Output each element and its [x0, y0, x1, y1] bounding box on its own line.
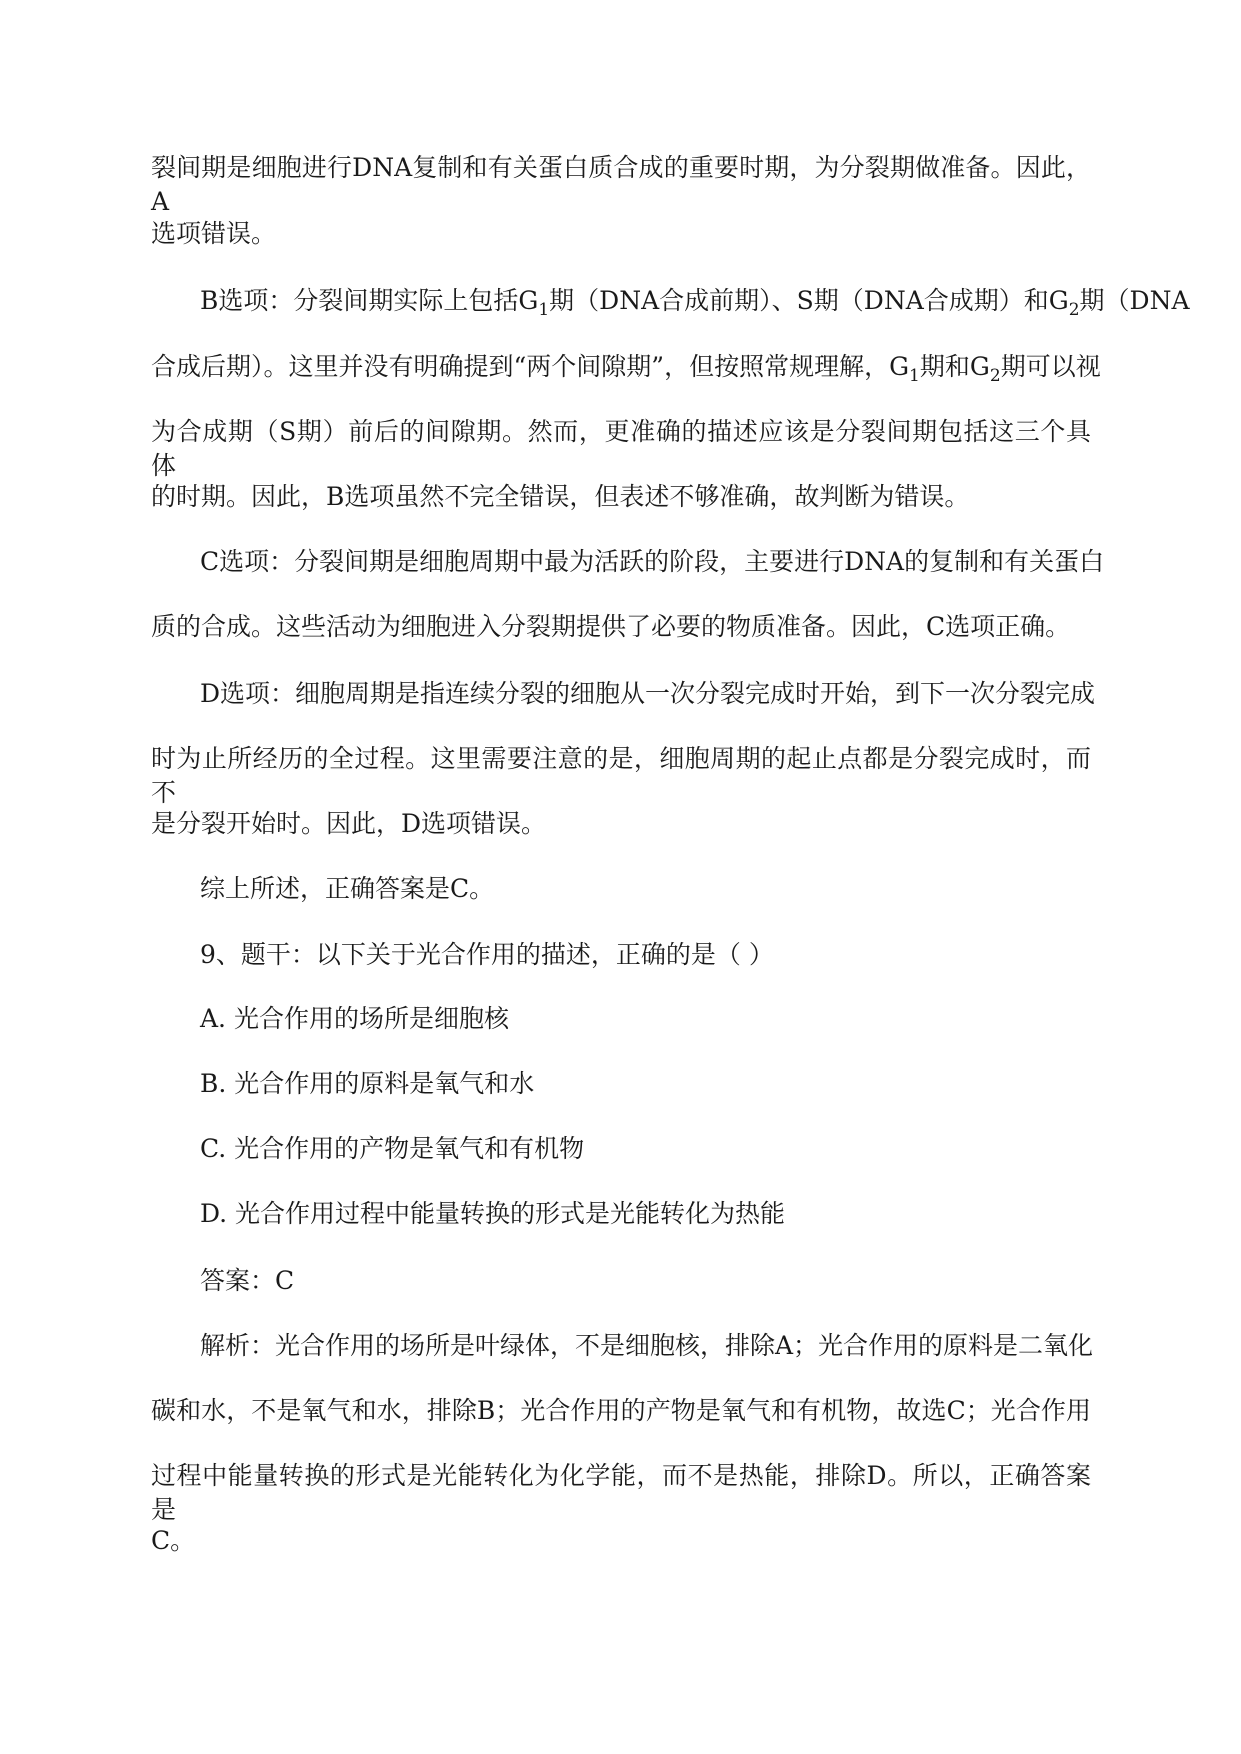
para-b-text: 合成后期）。这里并没有明确提到“两个间隙期”，但按照常规理解，G	[151, 352, 910, 381]
question-stem: 9、题干：以下关于光合作用的描述，正确的是（ ）	[200, 940, 774, 969]
para-c-line-2: 质的合成。这些活动为细胞进入分裂期提供了必要的物质准备。因此，C选项正确。	[151, 612, 1071, 641]
para-a-line-2: 选项错误。	[151, 219, 277, 248]
para-d-line-2: 时为止所经历的全过程。这里需要注意的是，细胞周期的起止点都是分裂完成时，而不	[151, 744, 1091, 807]
para-a-line-1: 裂间期是细胞进行DNA复制和有关蛋白质合成的重要时期，为分裂期做准备。因此，A	[151, 153, 1091, 216]
para-b-text: B选项：分裂间期实际上包括G	[200, 286, 539, 315]
analysis-line-4: C。	[151, 1526, 196, 1555]
option-d: D. 光合作用过程中能量转换的形式是光能转化为热能	[200, 1199, 786, 1228]
option-b: B. 光合作用的原料是氧气和水	[200, 1069, 535, 1098]
analysis-line-1: 解析：光合作用的场所是叶绿体，不是细胞核，排除A；光合作用的原料是二氧化	[200, 1331, 1094, 1360]
subscript: 1	[538, 300, 550, 320]
option-a: A. 光合作用的场所是细胞核	[200, 1004, 509, 1033]
para-b-text: 期（DNA	[1079, 286, 1190, 315]
subscript: 2	[1068, 300, 1080, 320]
para-b-text: 期可以视	[1000, 352, 1101, 381]
para-b-text: 期（DNA合成前期）、S期（DNA合成期）和G	[549, 286, 1069, 315]
para-d-line-3: 是分裂开始时。因此，D选项错误。	[151, 809, 547, 838]
para-b-line-3: 为合成期（S期）前后的间隙期。然而，更准确的描述应该是分裂间期包括这三个具体	[151, 417, 1091, 480]
para-c-line-1: C选项：分裂间期是细胞周期中最为活跃的阶段，主要进行DNA的复制和有关蛋白	[200, 547, 1105, 576]
summary: 综上所述，正确答案是C。	[200, 874, 495, 903]
para-b-line-1	[200, 284, 1190, 318]
para-b-text: 期和G	[919, 352, 990, 381]
analysis-line-2: 碳和水，不是氧气和水，排除B；光合作用的产物是氧气和有机物，故选C；光合作用	[151, 1396, 1091, 1425]
subscript: 1	[909, 366, 920, 386]
answer: 答案：C	[200, 1266, 295, 1295]
para-b-line-4: 的时期。因此，B选项虽然不完全错误，但表述不够准确，故判断为错误。	[151, 482, 970, 511]
subscript: 2	[989, 366, 1001, 386]
analysis-line-3: 过程中能量转换的形式是光能转化为化学能，而不是热能，排除D。所以，正确答案是	[151, 1461, 1091, 1524]
para-d-line-1: D选项：细胞周期是指连续分裂的细胞从一次分裂完成时开始，到下一次分裂完成	[200, 679, 1096, 708]
para-b-line-2	[151, 350, 1101, 384]
option-c: C. 光合作用的产物是氧气和有机物	[200, 1134, 585, 1163]
